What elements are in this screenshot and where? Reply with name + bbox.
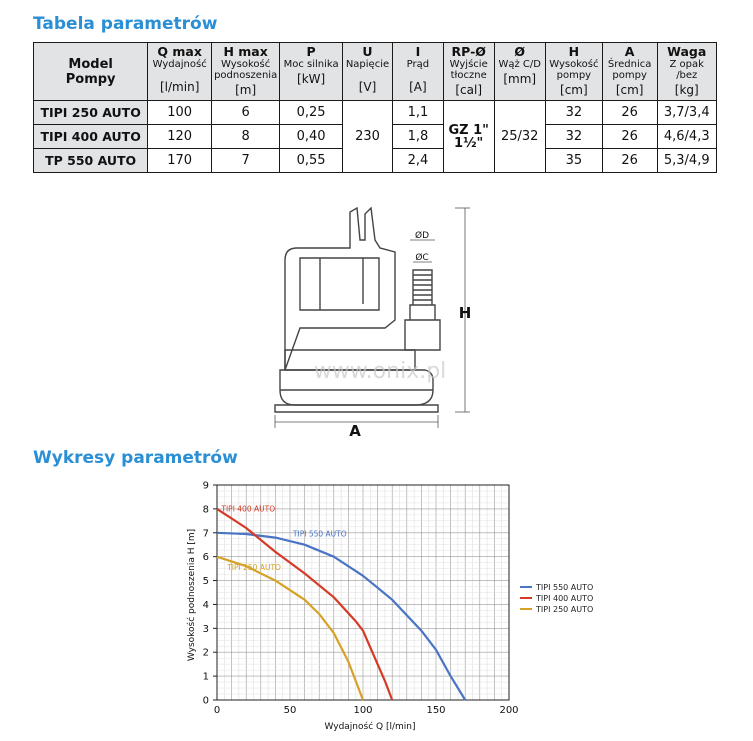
cell-h: 35 [545,149,602,173]
hose-c-label: ØC [415,253,429,263]
cell-waga: 3,7/3,4 [657,101,717,125]
header-waga-sub: Z opak /bez [669,59,704,81]
legend-label: TIPI 550 AUTO [536,583,594,592]
chart-legend [520,583,593,614]
y-tick-label: 9 [202,480,209,492]
header-h [545,43,602,101]
cell-hmax: 7 [212,149,280,173]
cell-h: 32 [545,125,602,149]
y-tick-label: 0 [202,695,209,707]
x-axis-label: Wydajność Q [l/min] [324,722,416,732]
x-tick-label: 150 [426,705,446,716]
header-waz-unit: [mm] [503,72,537,86]
diameter-label: A [349,422,361,440]
header-u-main: U [362,44,373,59]
header-waga-main: Waga [667,44,707,59]
y-tick-label: 1 [202,671,209,683]
cell-a: 26 [602,149,657,173]
header-model [34,43,148,101]
watermark: www.onix.pl [313,359,447,384]
header-qmax-sub: Wydajność [152,59,207,70]
header-p-sub: Moc silnika [283,59,339,70]
cell-rp [443,101,494,173]
cell-model: TIPI 250 AUTO [34,101,148,125]
pump-drawing [265,200,475,440]
header-a-main: A [624,44,635,59]
y-tick-label: 2 [202,647,209,659]
chart-grid [217,485,509,700]
dimension-lines [275,208,470,428]
table-section-title: Tabela parametrów [33,14,218,34]
legend-label: TIPI 250 AUTO [536,605,594,614]
header-waz [494,43,545,101]
header-hmax [212,43,280,101]
chart-curve-labels [220,504,346,572]
header-waga [657,43,717,101]
header-p-unit: [kW] [297,72,326,86]
header-i-main: I [415,44,421,59]
cell-qmax: 120 [148,125,212,149]
curve-label: TIPI 400 AUTO [221,504,276,514]
header-waga-unit: [kg] [674,83,699,97]
header-p [280,43,343,101]
height-label: H [458,304,472,322]
y-tick-label: 3 [202,623,209,635]
cell-p: 0,25 [280,101,343,125]
header-a [602,43,657,101]
header-i [392,43,443,101]
cell-hmax: 6 [212,101,280,125]
table-row [34,101,717,125]
header-rp-sub: Wyjście tłoczne [449,59,488,81]
parameters-table [33,42,717,173]
header-u-unit: [V] [358,80,377,94]
cell-rp-line1: GZ 1" [448,122,489,138]
header-h-main: H [568,44,580,59]
y-tick-label: 5 [202,576,209,588]
x-tick-label: 0 [213,705,221,716]
cell-u: 230 [343,101,393,173]
header-hmax-unit: [m] [235,83,257,97]
header-hmax-main: H max [223,44,268,59]
cell-p: 0,40 [280,125,343,149]
curve-label: TIPI 550 AUTO [292,529,347,539]
x-tick-label: 50 [283,705,297,716]
legend-label: TIPI 400 AUTO [536,594,594,603]
cell-qmax: 170 [148,149,212,173]
header-rp-main: RP-Ø [451,44,486,59]
cell-i: 1,8 [392,125,443,149]
header-h-unit: [cm] [560,83,588,97]
header-h-sub: Wysokość pompy [549,59,599,81]
performance-chart [185,475,625,735]
header-a-sub: Średnica pompy [607,59,652,81]
header-i-unit: [A] [409,80,427,94]
x-tick-label: 100 [353,705,373,716]
table-header-row [34,43,717,101]
cell-rp-line2: 1½" [454,135,484,151]
charts-section-title: Wykresy parametrów [33,448,238,468]
header-u [343,43,393,101]
cell-h: 32 [545,101,602,125]
header-qmax-main: Q max [157,44,202,59]
header-qmax [148,43,212,101]
cell-model: TIPI 400 AUTO [34,125,148,149]
cell-model: TP 550 AUTO [34,149,148,173]
header-rp-unit: [cal] [455,83,483,97]
cell-i: 1,1 [392,101,443,125]
header-a-unit: [cm] [615,83,644,97]
header-i-sub: Prąd [406,59,430,70]
y-tick-label: 4 [202,599,209,611]
cell-p: 0,55 [280,149,343,173]
header-p-main: P [306,44,316,59]
cell-a: 26 [602,101,657,125]
header-model-main: Model [68,56,113,72]
y-tick-label: 6 [202,552,209,564]
y-axis-label: Wysokość podnoszenia H [m] [187,528,197,662]
header-model-sub: Pompy [65,71,116,87]
curve-label: TIPI 250 AUTO [227,562,281,572]
cell-hmax: 8 [212,125,280,149]
header-qmax-unit: [l/min] [160,80,200,94]
cell-waga: 4,6/4,3 [657,125,717,149]
y-tick-label: 7 [202,528,209,540]
chart-axes [203,481,519,717]
header-waz-sub: Wąż C/D [498,59,541,70]
cell-i: 2,4 [392,149,443,173]
header-rp [443,43,494,101]
header-u-sub: Napięcie [345,59,390,70]
cell-waz: 25/32 [494,101,545,173]
hose-d-label: ØD [414,231,430,241]
cell-a: 26 [602,125,657,149]
header-waz-main: Ø [514,44,526,59]
header-hmax-sub: Wysokość podnoszenia [214,59,278,81]
cell-qmax: 100 [148,101,212,125]
x-tick-label: 200 [499,705,519,716]
y-tick-label: 8 [202,504,209,516]
cell-waga: 5,3/4,9 [657,149,717,173]
